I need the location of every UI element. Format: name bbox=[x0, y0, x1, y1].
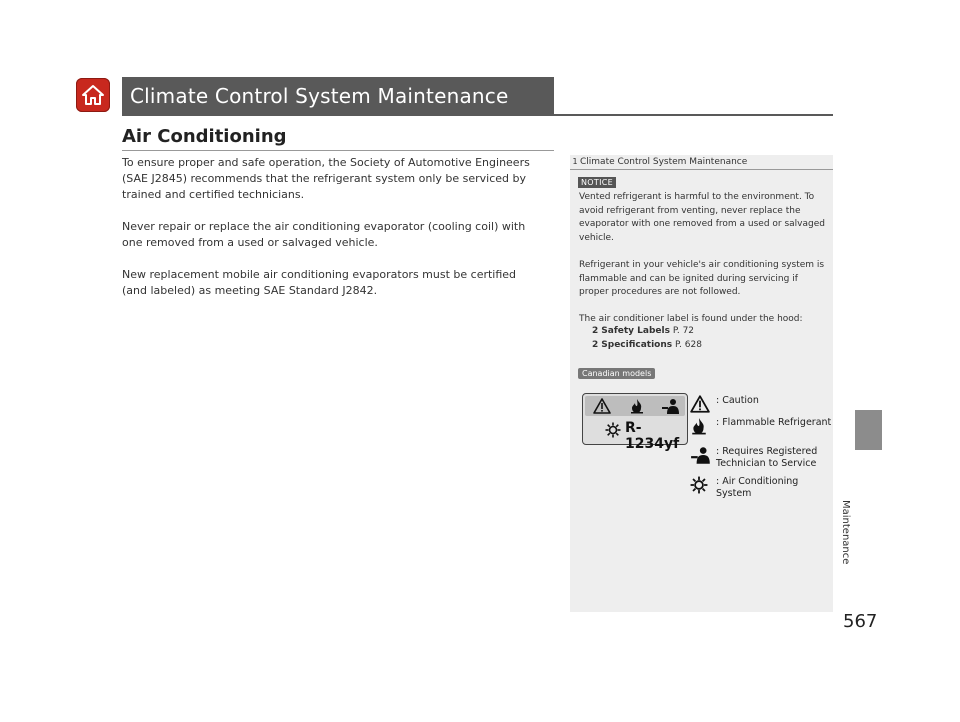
reference-name: Safety Labels bbox=[601, 326, 670, 336]
paragraph: To ensure proper and safe operation, the Society of Automotive Engineers (SAE J2845) recommends that the refrigerant system only be serviced by trained and certified technicians. bbox=[122, 156, 530, 201]
flammable-icon bbox=[690, 417, 708, 435]
caution-icon bbox=[593, 398, 611, 414]
ac-system-icon bbox=[690, 476, 708, 494]
paragraph: Never repair or replace the air conditioning evaporator (cooling coil) with one removed from a used or salvaged vehicle. bbox=[122, 220, 526, 249]
reference-page: P. 628 bbox=[675, 340, 702, 350]
caution-icon bbox=[690, 395, 710, 413]
ac-system-icon bbox=[605, 422, 621, 438]
section-divider bbox=[122, 150, 554, 151]
note-marker: 1 bbox=[572, 157, 578, 166]
legend-text: : Requires Registered Technician to Service bbox=[716, 446, 818, 469]
chapter-tab[interactable] bbox=[855, 410, 882, 450]
body-text bbox=[122, 155, 542, 315]
reference-arrow: 2 bbox=[592, 340, 599, 350]
chapter-title: Climate Control System Maintenance bbox=[130, 84, 509, 108]
flammable-warning-text: Refrigerant in your vehicle's air conditioning system is flammable and can be ignited during servicing if proper procedures are not followed. bbox=[579, 260, 825, 297]
canadian-models-badge: Canadian models bbox=[578, 368, 655, 379]
sidebar-heading bbox=[570, 155, 833, 170]
label-symbols-strip bbox=[585, 396, 685, 416]
paragraph: New replacement mobile air conditioning evaporators must be certified (and labeled) as meeting SAE Standard J2842. bbox=[122, 268, 517, 297]
sidebar-heading-text: Climate Control System Maintenance bbox=[580, 157, 748, 167]
label-location-text: The air conditioner label is found under the hood: bbox=[579, 314, 803, 324]
refrigerant-type-label: R-1234yf bbox=[625, 420, 680, 452]
section-title: Air Conditioning bbox=[122, 126, 287, 147]
reference-link-specifications[interactable] bbox=[592, 340, 702, 350]
sidebar-note bbox=[570, 155, 833, 612]
ac-label-illustration bbox=[582, 393, 688, 452]
reference-page: P. 72 bbox=[672, 326, 695, 336]
reference-name: Specifications bbox=[601, 340, 673, 350]
technician-icon bbox=[690, 446, 712, 464]
flammable-icon bbox=[629, 398, 645, 414]
notice-badge: NOTICE bbox=[578, 177, 616, 188]
reference-link-safety-labels[interactable] bbox=[592, 326, 694, 336]
reference-arrow: 2 bbox=[592, 326, 599, 336]
legend-text: : Flammable Refrigerant bbox=[716, 417, 832, 428]
legend-text: : Caution bbox=[716, 395, 759, 406]
chapter-title-bar bbox=[122, 77, 554, 115]
technician-icon bbox=[661, 398, 681, 414]
home-icon bbox=[81, 84, 105, 106]
chapter-side-label: Maintenance bbox=[840, 500, 851, 565]
title-divider bbox=[122, 114, 833, 116]
notice-text: Vented refrigerant is harmful to the environment. To avoid refrigerant from venting, never replace the evaporator with one removed from a used or salvaged vehicle. bbox=[579, 192, 825, 243]
legend-text: : Air Conditioning System bbox=[716, 476, 799, 499]
home-button[interactable] bbox=[76, 78, 110, 112]
page-number: 567 bbox=[843, 611, 878, 632]
